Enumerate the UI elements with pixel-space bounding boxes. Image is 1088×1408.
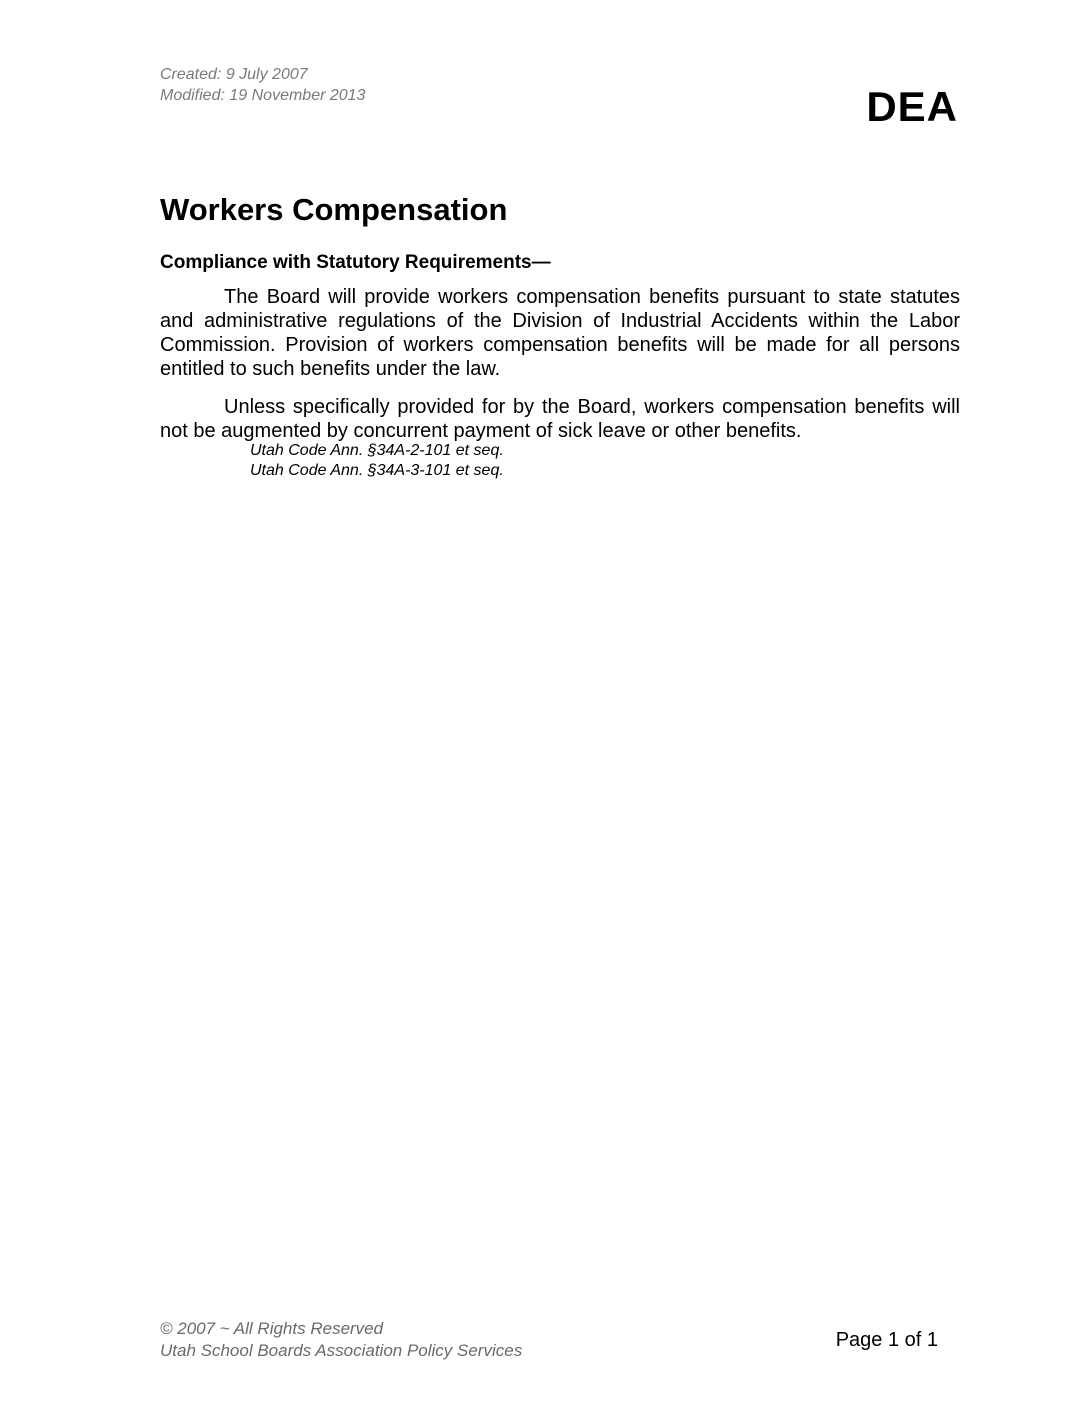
paragraph-1-text: The Board will provide workers compensation benefits pursuant to state statutes and administrative regulations of the Division of Industrial Accidents within the Labor Commission. Provision of workers compensation benefits will be made for all persons entitled to such benefits under the law.: [160, 286, 960, 380]
created-date: Created: 9 July 2007: [160, 66, 308, 83]
section-heading: Compliance with Statutory Requirements—: [160, 252, 551, 273]
citation-2: Utah Code Ann. §34A-3-101 et seq.: [250, 462, 504, 479]
paragraph-2-text: Unless specifically provided for by the Board, workers compensation benefits will not be augmented by concurrent payment of sick leave or other benefits.: [160, 396, 960, 442]
copyright-notice: © 2007 ~ All Rights Reserved: [160, 1319, 384, 1338]
modified-date: Modified: 19 November 2013: [160, 87, 366, 104]
citation-1: Utah Code Ann. §34A-2-101 et seq.: [250, 442, 504, 459]
organization-name: Utah School Boards Association Policy Services: [160, 1341, 523, 1360]
footer-credits: [160, 1318, 522, 1362]
paragraph-2: [160, 395, 960, 443]
legal-citations: [250, 441, 504, 481]
document-metadata: [160, 64, 365, 106]
page-number: Page 1 of 1: [835, 1329, 938, 1351]
policy-code: DEA: [866, 83, 958, 130]
paragraph-1: [160, 285, 960, 381]
page-title: Workers Compensation: [160, 192, 508, 227]
